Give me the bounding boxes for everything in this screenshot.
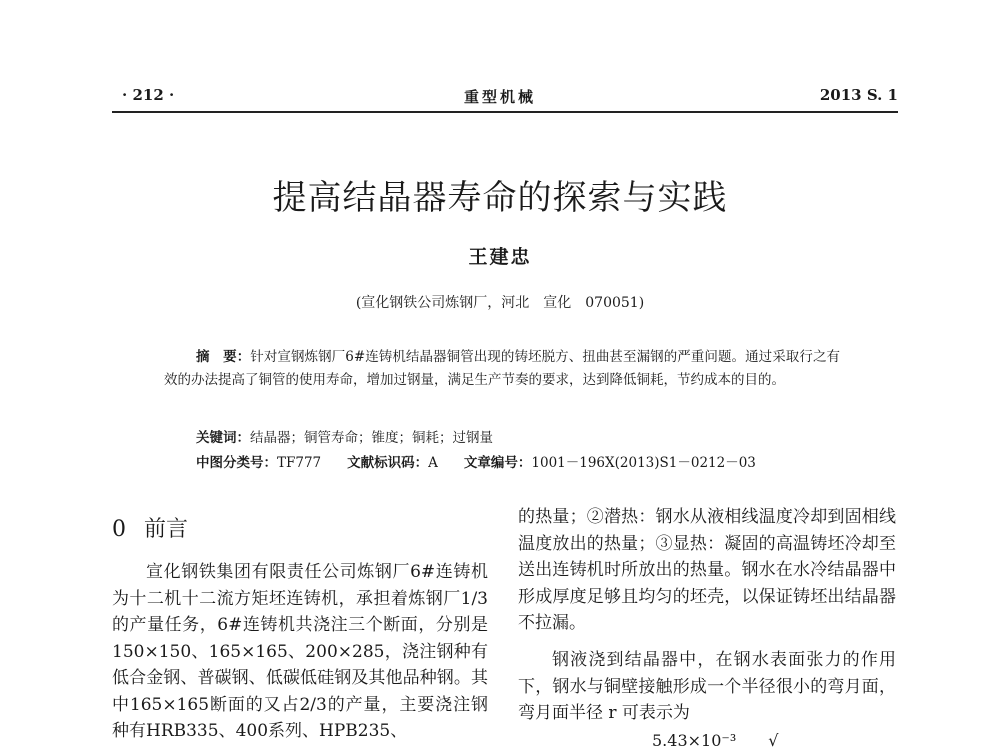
doc-code-value: A: [428, 455, 438, 471]
classification-line: [196, 451, 756, 471]
right-column-paragraph-2: 钢液浇到结晶器中，在钢水表面张力的作用下，钢水与铜壁接触形成一个半径很小的弯月面，弯月面半径 r 可表示为: [518, 650, 896, 723]
abstract-text: 针对宣钢炼钢厂6#连铸机结晶器铜管出现的铸坯脱方、扭曲甚至漏钢的严重问题。通过采取行之有效的办法提高了铜管的使用寿命，增加过钢量，满足生产节奏的要求，达到降低铜耗，节约成本的目的。: [164, 349, 841, 388]
left-column-paragraph: 宣化钢铁集团有限责任公司炼钢厂6#连铸机为十二机十二流方矩坯连铸机，承担着炼钢厂1/3的产量任务，6#连铸机共浇注三个断面，分别是150×150、165×165、200×285，浇注钢种有低合金钢、普碳钢、低碳低硅钢及其他品种钢。其中165×165断面的又占2/3的产量，主要浇注钢种有HRB335、400系列、HPB235、: [112, 562, 488, 741]
section-number: 0: [112, 517, 126, 542]
article-number-value: 1001－196X(2013)S1－0212－03: [531, 455, 756, 471]
issue-label: 2013 S. 1: [819, 86, 898, 104]
keywords: [196, 426, 493, 446]
article-number-label: 文章编号：: [463, 455, 532, 471]
keywords-label: 关键词：: [196, 430, 250, 446]
section-heading: [112, 512, 188, 543]
section-title: 前言: [144, 517, 189, 542]
author-name: 王建忠: [468, 246, 532, 268]
abstract-label: 摘 要：: [196, 349, 251, 365]
right-column-paragraph-1: 的热量；②潜热：钢水从液相线温度冷却到固相线温度放出的热量；③显热：凝固的高温铸坯冷却至送出连铸机时所放出的热量。钢水在水冷结晶器中形成厚度足够且均匀的坯壳，以保证铸坯出结晶器不拉漏。: [518, 507, 896, 633]
abstract: [164, 346, 840, 392]
article-title: 提高结晶器寿命的探索与实践: [272, 178, 728, 218]
page-number: · 212 ·: [122, 86, 175, 104]
formula-fragment: 5.43×10⁻³ √: [652, 731, 779, 750]
class-label: 中图分类号：: [196, 455, 277, 471]
keywords-text: 结晶器；铜管寿命；锥度；铜耗；过钢量: [250, 430, 493, 446]
doc-code-label: 文献标识码：: [347, 455, 429, 471]
header-rule: [112, 111, 898, 113]
author-affiliation: (宣化钢铁公司炼钢厂，河北 宣化 070051): [355, 295, 645, 311]
class-value: TF777: [277, 455, 322, 471]
journal-name: 重型机械: [463, 88, 536, 106]
